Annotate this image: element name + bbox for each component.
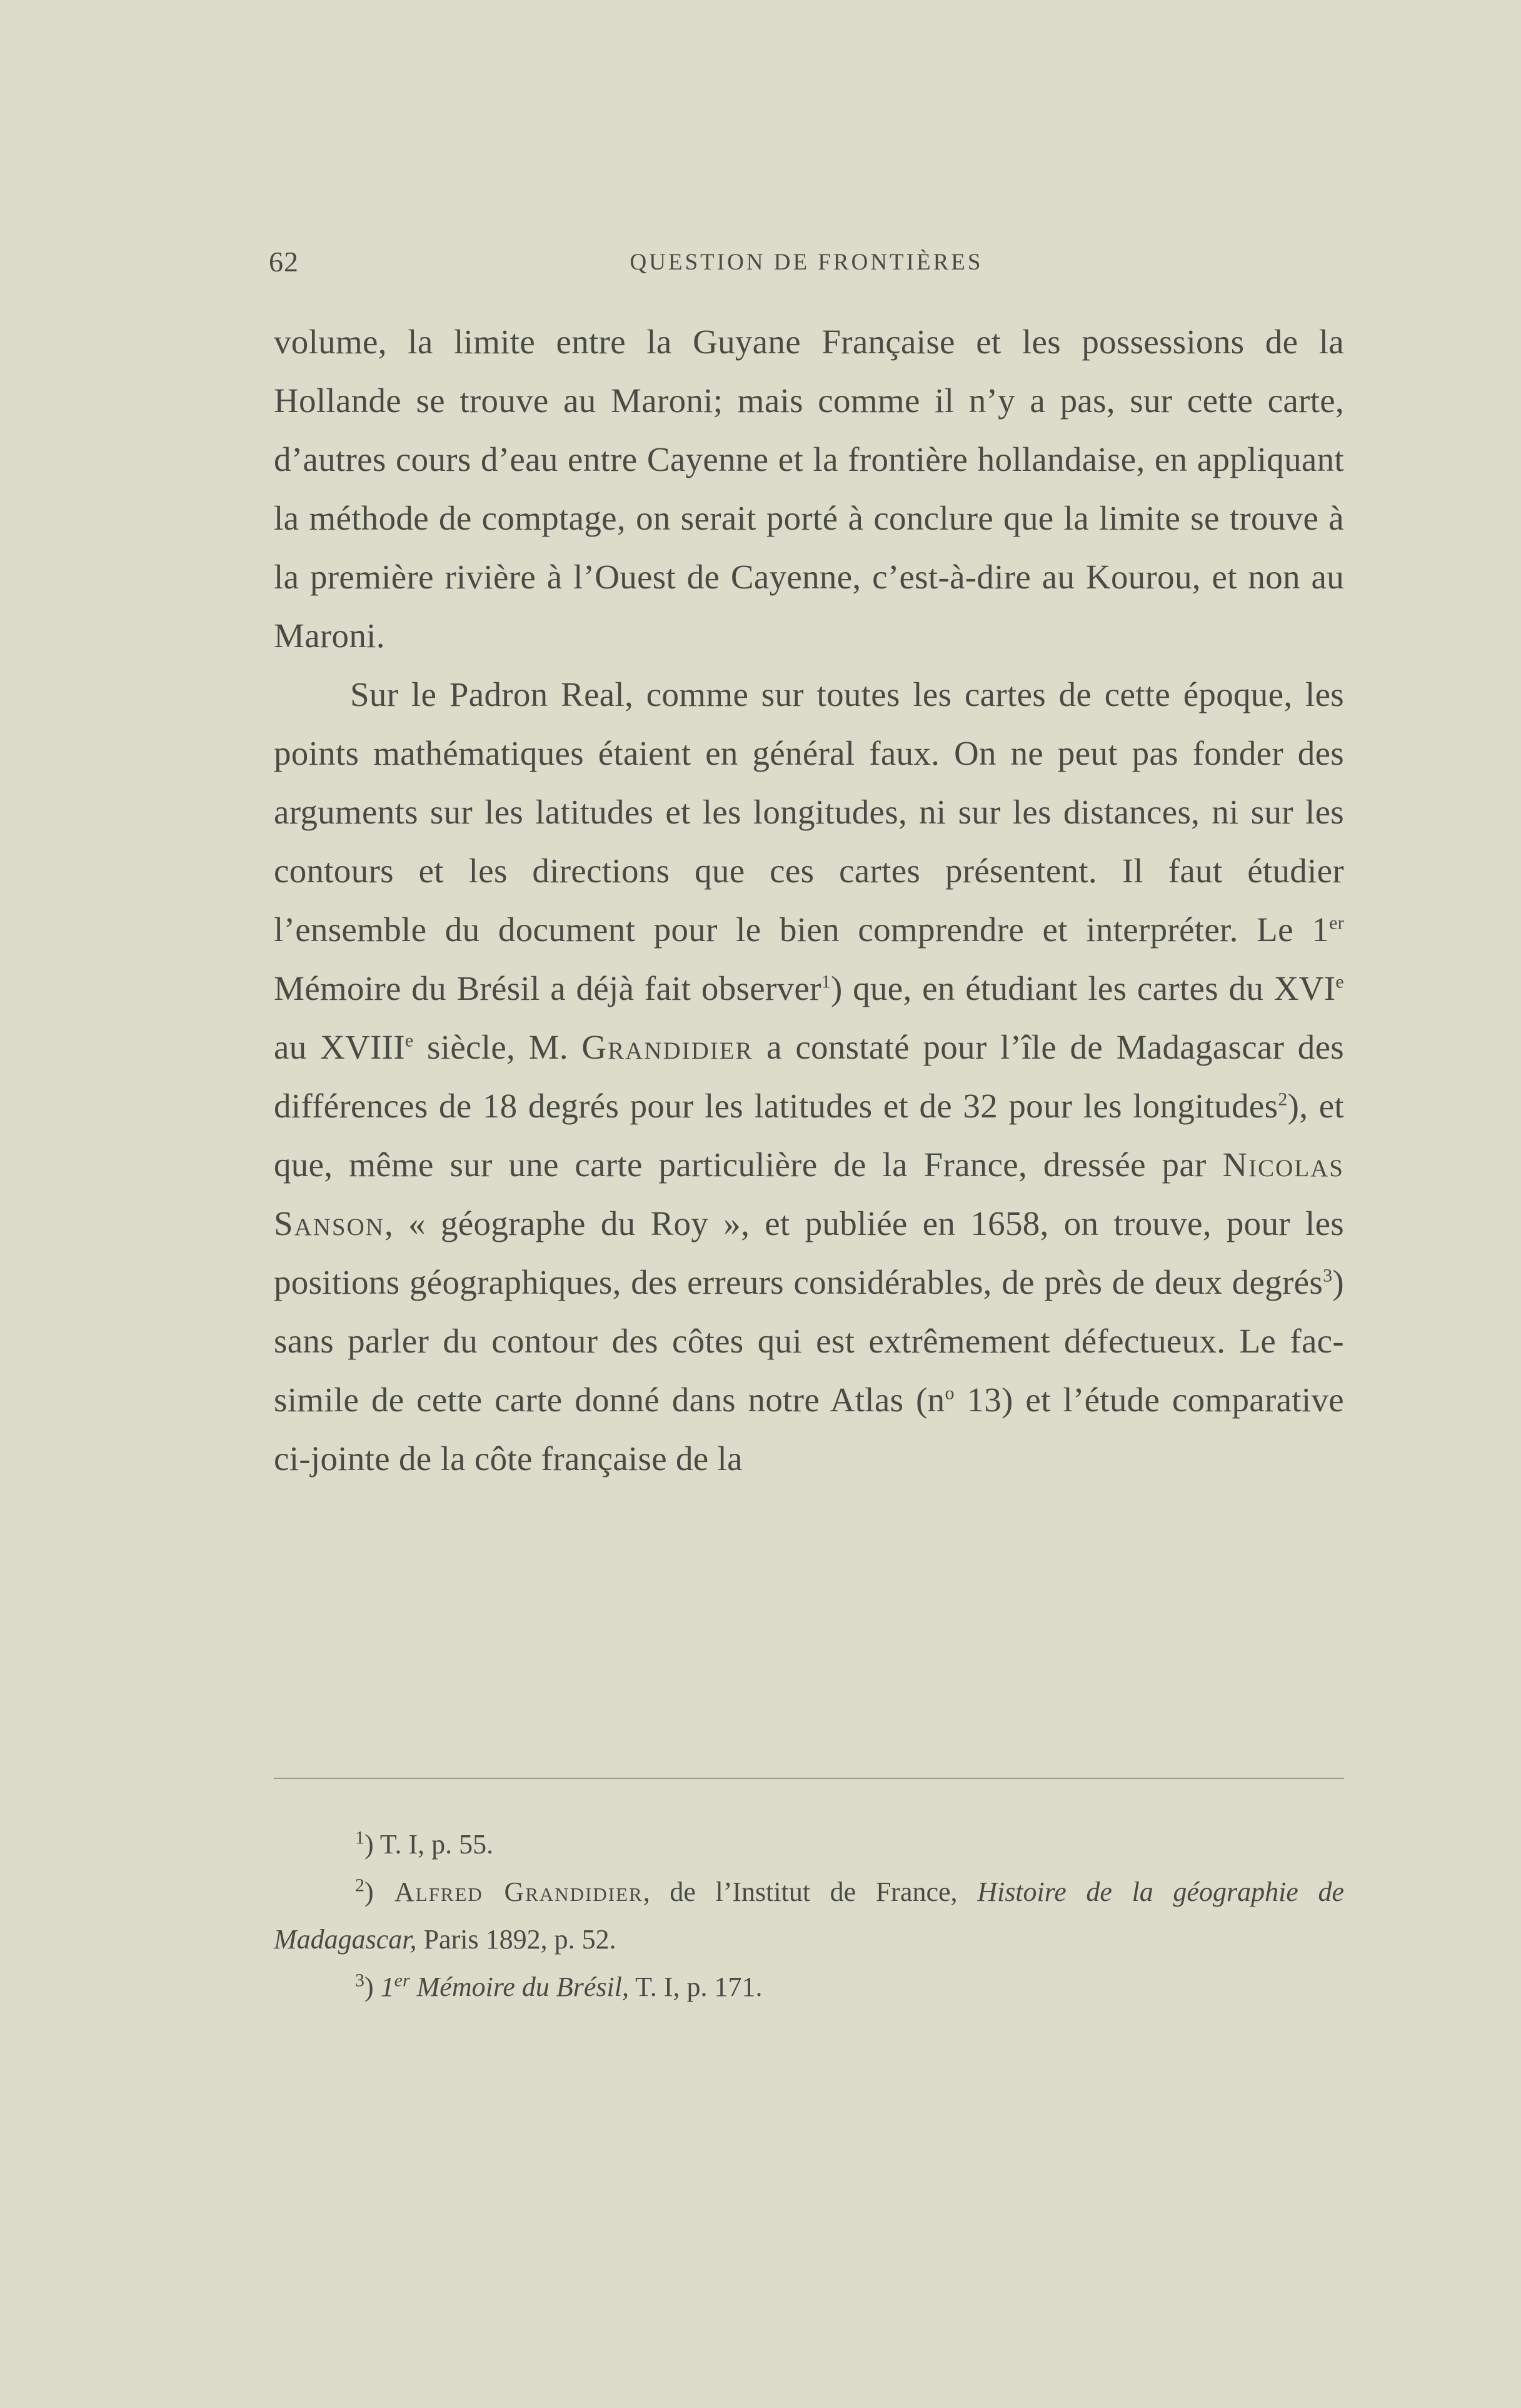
text-run: ) que, en étudiant les cartes du XVI	[831, 969, 1336, 1007]
text-run: , « géographe du Roy », et publiée en 1658, on trouve, pour les positions géographiques, des erreurs considérables, de près de deux degrés	[274, 1204, 1344, 1301]
author-name-grandidier: Grandidier	[581, 1028, 753, 1066]
running-title: QUESTION DE FRONTIÈRES	[630, 249, 983, 275]
superscript: o	[945, 1383, 955, 1404]
footnote-text: , de l’Institut de France,	[643, 1877, 978, 1907]
footnote-text: Paris 1892, p. 52.	[416, 1924, 616, 1955]
footnote-separator	[274, 1778, 1344, 1779]
footnote-ref-3[interactable]: 3	[1323, 1265, 1333, 1286]
footnote-ref-2[interactable]: 2	[1278, 1089, 1288, 1110]
footnote-2	[274, 1868, 1344, 1963]
footnote-3	[274, 1963, 1344, 2011]
footnote-1	[274, 1821, 1344, 1868]
footnote-author: ) Alfred Grandidier	[364, 1877, 643, 1907]
superscript: er	[394, 1970, 410, 1991]
text-run: 13) et l’étude comparative ci-jointe de la côte française de la	[274, 1381, 1344, 1478]
paragraph-2	[274, 665, 1344, 1488]
text-run: siècle, M.	[413, 1028, 582, 1066]
footnote-text: ) T. I, p. 55.	[364, 1829, 494, 1860]
footnote-text: )	[364, 1972, 381, 2002]
footnote-text: T. I, p. 171.	[628, 1972, 763, 2002]
text-run: a constaté pour l’île de Madagascar des différences de 18 degrés pour les latitudes et de 32 pour les longitudes	[274, 1028, 1344, 1125]
footnotes	[274, 1821, 1344, 2011]
superscript: e	[1335, 971, 1344, 992]
text-run: ) sans parler du contour des côtes qui est extrêmement défectueux. Le fac-simile de cette carte donné dans notre Atlas (n	[274, 1263, 1344, 1419]
body-text	[274, 313, 1344, 1488]
footnote-book-title: Mémoire du Brésil,	[409, 1972, 629, 2002]
text-run: Sur le Padron Real, comme sur toutes les cartes de cette époque, les points mathématiques étaient en général faux. On ne peut pas fonder des arguments sur les latitudes et les longitudes, ni sur les distances, ni sur les contours et les directions que ces cartes présentent. Il faut étudier l’ensemble du document pour le bien comprendre et interpréter. Le 1	[274, 675, 1344, 949]
footnote-book-title: Histoire de la géographie de Madagascar,	[274, 1877, 1344, 1955]
author-name-sanson: Nicolas Sanson	[274, 1146, 1344, 1242]
text-run: ), et que, même sur une carte particulière de la France, dressée par	[274, 1087, 1344, 1184]
page-number: 62	[269, 246, 299, 278]
paragraph-1: volume, la limite entre la Guyane Française et les possessions de la Hollande se trouve au Maroni; mais comme il n’y a pas, sur cette carte, d’autres cours d’eau entre Cayenne et la frontière hollandaise, en appliquant la méthode de comptage, on serait porté à conclure que la limite se trouve à la première rivière à l’Ouest de Cayenne, c’est-à-dire au Kourou, et non au Maroni.	[274, 323, 1344, 655]
page-header	[269, 245, 1344, 289]
superscript: er	[1329, 912, 1344, 934]
superscript: e	[404, 1030, 414, 1051]
footnote-mark: 2	[355, 1875, 364, 1896]
text-run: au XVIII	[274, 1028, 405, 1066]
text-run: Mémoire du Brésil a déjà fait observer	[274, 969, 821, 1007]
footnote-mark: 3	[355, 1970, 364, 1991]
footnote-mark: 1	[355, 1827, 364, 1848]
footnote-book-title: 1	[380, 1972, 394, 2002]
footnote-ref-1[interactable]: 1	[821, 971, 831, 992]
